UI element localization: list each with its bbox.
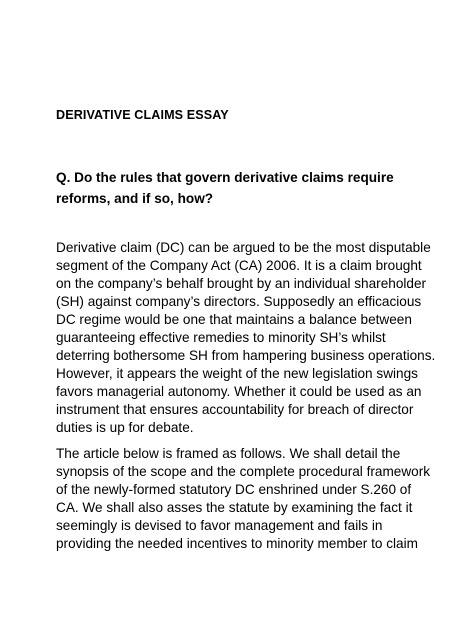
paragraph-structure: The article below is framed as follows. We shall detail the synopsis of the scope and the complete procedural framework of the newly-formed statutory DC enshrined under S.260 of CA. We shall also asses the statute by examining the fact it seemingly is devised to favor management and fails in providing the needed incentives to minority member to claim [56, 446, 431, 551]
document-title: DERIVATIVE CLAIMS ESSAY [56, 108, 229, 122]
essay-question: Q. Do the rules that govern derivative claims require reforms, and if so, how? [56, 170, 394, 206]
paragraph-introduction: Derivative claim (DC) can be argued to be the most disputable segment of the Company Act (CA) 2006. It is a claim brought on the company’s behalf brought by an individual shareholder (SH) against company’s directors. Supposedly an efficacious DC regime would be one that maintains a balance between guaranteeing effective remedies to minority SH’s whilst deterring bothersome SH from hampering business operations. However, it appears the weight of the new legislation swings favors managerial autonomy. Whether it could be used as an instrument that ensures accountability for breach of director duties is up for debate. [56, 240, 436, 435]
